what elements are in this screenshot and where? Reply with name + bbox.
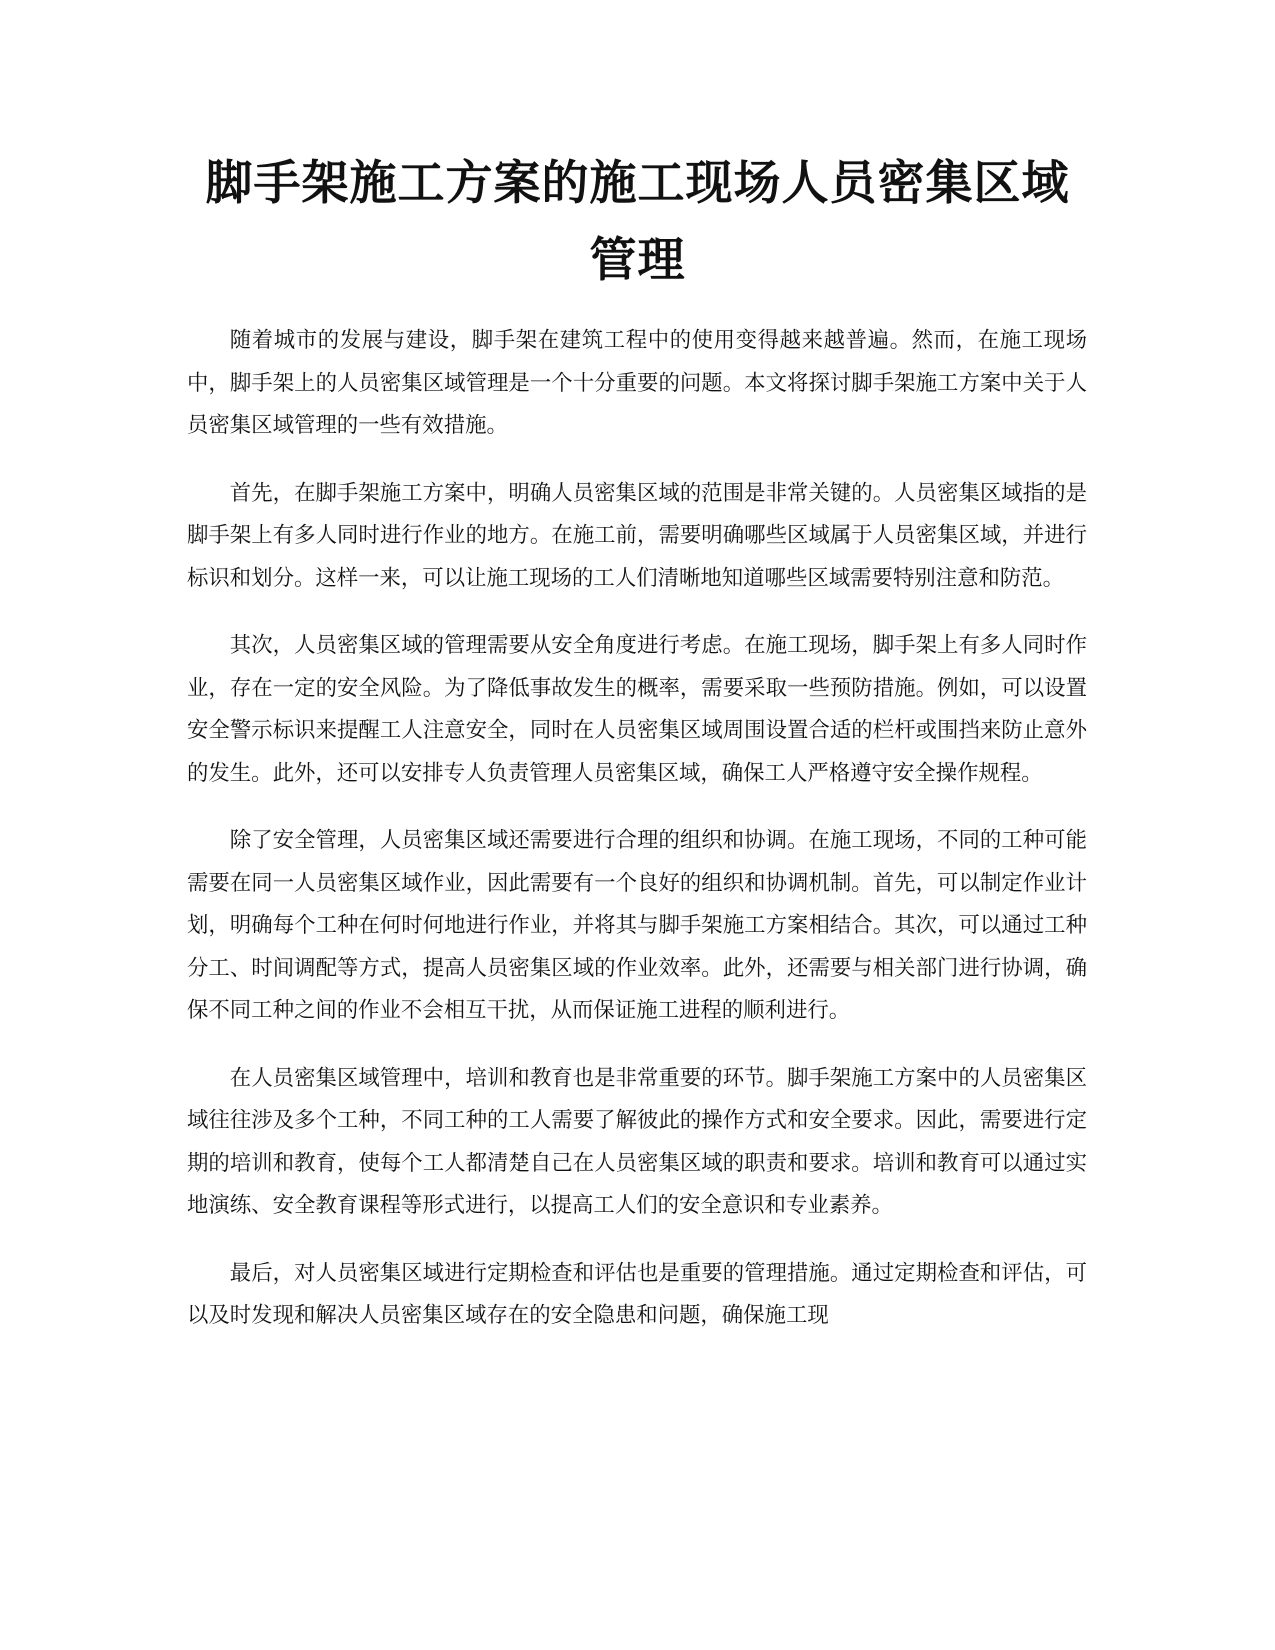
paragraph-4: 除了安全管理，人员密集区域还需要进行合理的组织和协调。在施工现场，不同的工种可能需要在同一人员密集区域作业，因此需要有一个良好的组织和协调机制。首先，可以制定作业计划，明确每个工种在何时何地进行作业，并将其与脚手架施工方案相结合。其次，可以通过工种分工、时间调配等方式，提高人员密集区域的作业效率。此外，还需要与相关部门进行协调，确保不同工种之间的作业不会相互干扰，从而保证施工进程的顺利进行。 [187,828,1087,1023]
paragraph-5: 在人员密集区域管理中，培训和教育也是非常重要的环节。脚手架施工方案中的人员密集区域往往涉及多个工种，不同工种的工人需要了解彼此的操作方式和安全要求。因此，需要进行定期的培训和教育，使每个工人都清楚自己在人员密集区域的职责和要求。培训和教育可以通过实地演练、安全教育课程等形式进行，以提高工人们的安全意识和专业素养。 [187,1065,1087,1218]
document-body [187,320,1087,1363]
paragraph-6: 最后，对人员密集区域进行定期检查和评估也是重要的管理措施。通过定期检查和评估，可以及时发现和解决人员密集区域存在的安全隐患和问题，确保施工现 [187,1260,1087,1328]
paragraph-2: 首先，在脚手架施工方案中，明确人员密集区域的范围是非常关键的。人员密集区域指的是脚手架上有多人同时进行作业的地方。在施工前，需要明确哪些区域属于人员密集区域，并进行标识和划分。这样一来，可以让施工现场的工人们清晰地知道哪些区域需要特别注意和防范。 [187,480,1087,591]
document-title: 脚手架施工方案的施工现场人员密集区域管理 [205,156,1070,288]
paragraph-1: 随着城市的发展与建设，脚手架在建筑工程中的使用变得越来越普遍。然而，在施工现场中，脚手架上的人员密集区域管理是一个十分重要的问题。本文将探讨脚手架施工方案中关于人员密集区域管理的一些有效措施。 [187,328,1087,438]
paragraph-3: 其次，人员密集区域的管理需要从安全角度进行考虑。在施工现场，脚手架上有多人同时作业，存在一定的安全风险。为了降低事故发生的概率，需要采取一些预防措施。例如，可以设置安全警示标识来提醒工人注意安全，同时在人员密集区域周围设置合适的栏杆或围挡来防止意外的发生。此外，还可以安排专人负责管理人员密集区域，确保工人严格遵守安全操作规程。 [187,633,1087,786]
